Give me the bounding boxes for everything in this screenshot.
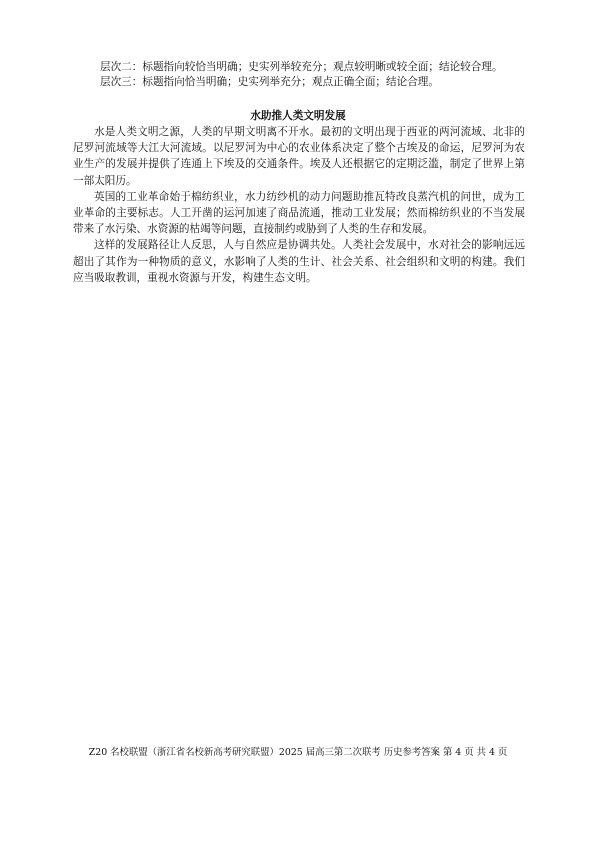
page-footer: Z20 名校联盟（浙江省名校新高考研究联盟）2025 届高三第二次联考 历史参考答案 第 4 页 共 4 页: [88, 747, 508, 758]
rubric-level-two: 层次二：标题指向较恰当明确；史实列举较充分；观点较明晰或较全面；结论较合理。: [100, 61, 503, 73]
essay-body: [73, 124, 525, 286]
rubric-level-three: 层次三：标题指向恰当明确；史实列举充分；观点正确全面；结论合理。: [100, 76, 439, 88]
essay-paragraph-2: 英国的工业革命始于棉纺织业，水力纺纱机的动力问题助推瓦特改良蒸汽机的问世，成为工业革命的主要标志。人工开凿的运河加速了商品流通，推动工业发展；然而棉纺织业的不当发展带来了水污染、水资源的枯竭等问题，直接制约或胁到了人类的生存和发展。: [73, 190, 525, 236]
rubric-levels: [100, 60, 560, 90]
essay-title: 水助推人类文明发展: [250, 110, 346, 122]
essay-paragraph-3: 这样的发展路径让人反思，人与自然应是协调共处。人类社会发展中，水对社会的影响远远超出了其作为一种物质的意义，水影响了人类的生计、社会关系、社会组织和文明的构建。我们应当吸取教训，重视水资源与开发，构建生态文明。: [73, 239, 525, 284]
essay-paragraph-1: 水是人类文明之源，人类的早期文明离不开水。最初的文明出现于西亚的两河流域、北非的尼罗河流域等大江大河流域。以尼罗河为中心的农业体系决定了整个古埃及的命运，尼罗河为农业生产的发展并提供了连通上下埃及的交通条件。埃及人还根据它的定期泛滥，制定了世界上第一部太阳历。: [73, 126, 525, 187]
